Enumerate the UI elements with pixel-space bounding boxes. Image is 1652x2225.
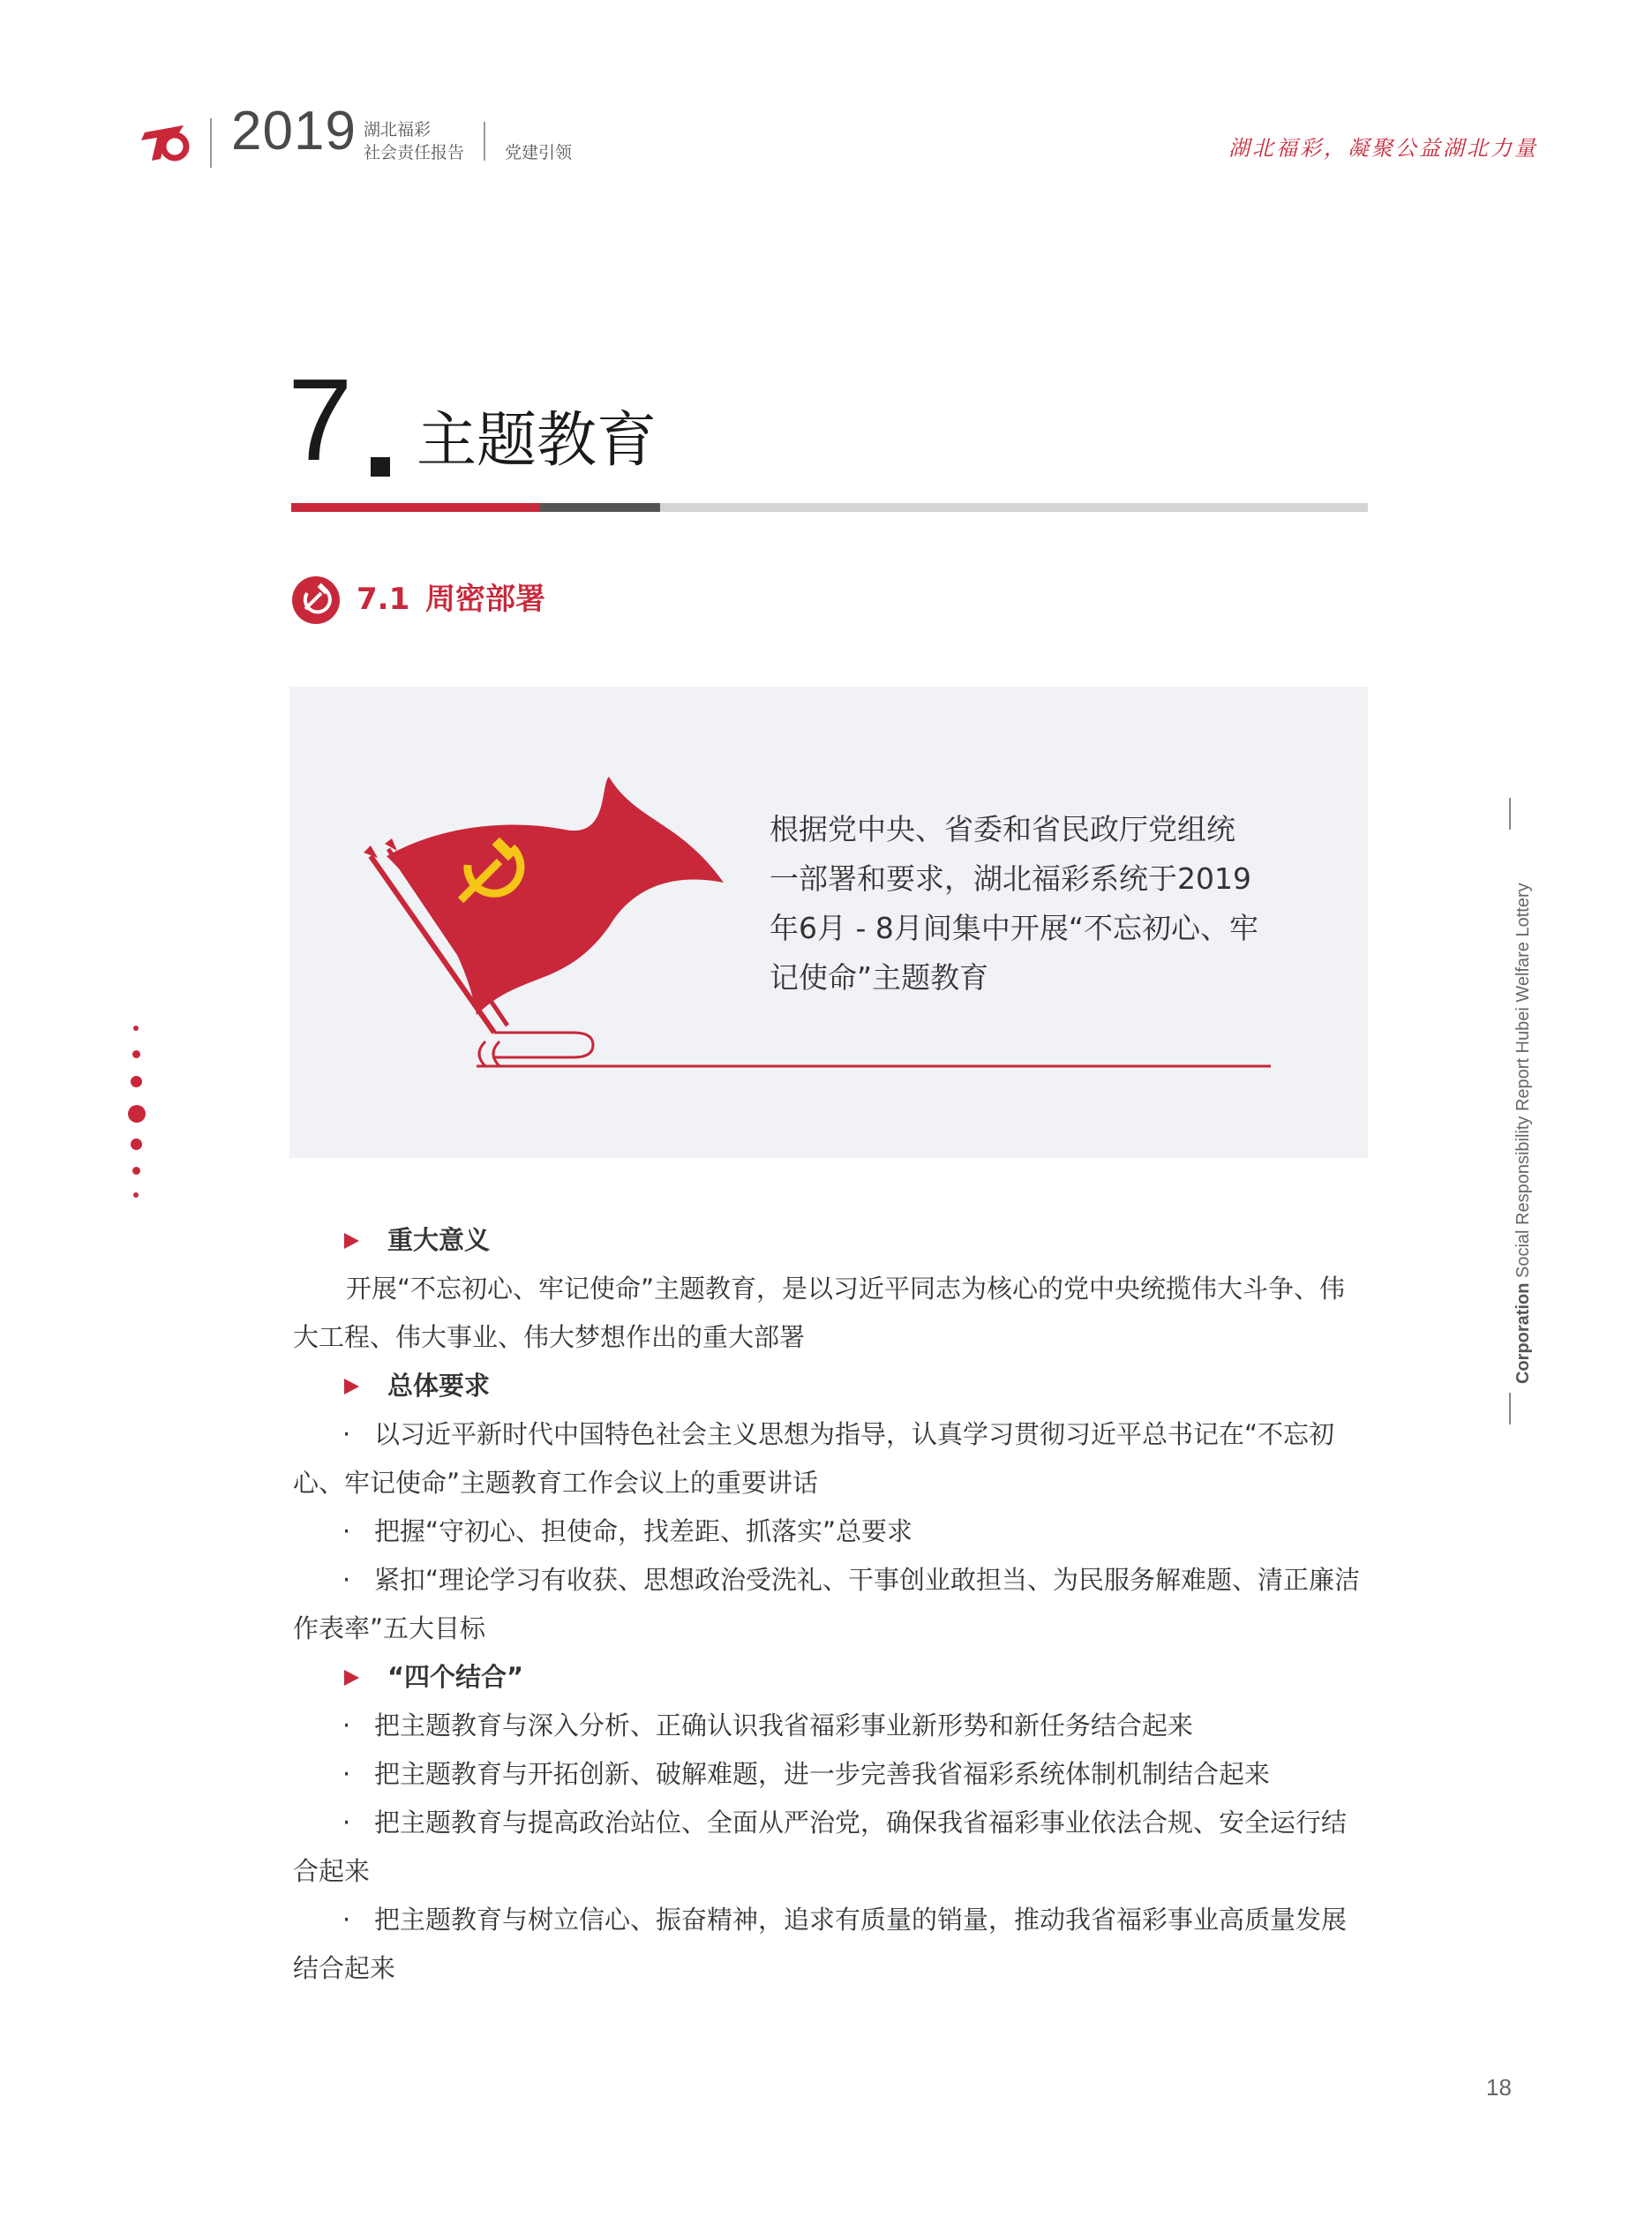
chapter-title: 主题教育	[417, 406, 657, 476]
chapter-number: 7	[288, 355, 353, 485]
bullet-dot-icon: ·	[342, 1759, 351, 1789]
report-name: 社会责任报告	[364, 143, 465, 162]
side-dot	[133, 1192, 139, 1198]
bullet-dot-icon: ·	[342, 1516, 351, 1546]
bullet-dot-icon: ·	[342, 1710, 351, 1740]
list-item	[293, 1410, 1370, 1507]
side-rule	[1509, 798, 1511, 830]
list-item	[293, 1507, 1370, 1556]
section-number: 7.1	[357, 582, 410, 617]
triangle-bullet-icon	[344, 1233, 359, 1249]
org-name: 湖北福彩	[364, 120, 432, 139]
list-item-text: 把主题教育与树立信心、振奋精神，追求有质量的销量，推动我省福彩事业高质量发展结合起来	[293, 1905, 1348, 1983]
list-item	[293, 1556, 1370, 1653]
title-rule-dark	[540, 503, 660, 512]
list-item-text: 以习近平新时代中国特色社会主义思想为指导，认真学习贯彻习近平总书记在“不忘初心、牢记使命”主题教育工作会议上的重要讲话	[293, 1419, 1335, 1498]
subheading-requirements	[293, 1362, 1370, 1410]
list-item	[293, 1702, 1370, 1750]
summary-text: 根据党中央、省委和省民政厅党组统一部署和要求，湖北福彩系统于2019年6月 - 8月间集中开展“不忘初心、牢记使命”主题教育	[770, 812, 1258, 995]
title-rule-red	[291, 503, 540, 512]
side-dot	[131, 1076, 142, 1087]
welfare-lottery-logo-icon	[139, 117, 191, 168]
side-label-bold: Corporation	[1513, 1282, 1533, 1384]
list-item-text: 把主题教育与提高政治站位、全面从严治党，确保我省福彩事业依法合规、安全运行结合起来	[293, 1808, 1348, 1886]
subheading-four-combinations	[293, 1653, 1370, 1702]
side-label	[1514, 883, 1532, 1384]
subheading-significance	[293, 1216, 1370, 1265]
party-emblem-icon	[291, 575, 341, 625]
report-year: 2019	[231, 101, 357, 162]
subheading-text: 重大意义	[387, 1225, 491, 1255]
list-item-text: 把主题教育与开拓创新、破解难题，进一步完善我省福彩系统体制机制结合起来	[374, 1759, 1271, 1789]
side-dot	[132, 1167, 140, 1175]
paragraph: 开展“不忘初心、牢记使命”主题教育，是以习近平同志为核心的党中央统揽伟大斗争、伟大工程、伟大事业、伟大梦想作出的重大部署	[293, 1274, 1346, 1352]
page-number: 18	[1486, 2074, 1512, 2101]
chapter-dot	[371, 457, 390, 477]
side-dot	[132, 1050, 140, 1058]
list-item	[293, 1750, 1370, 1799]
bullet-dot-icon: ·	[342, 1565, 351, 1595]
list-item-text: 把主题教育与深入分析、正确认识我省福彩事业新形势和新任务结合起来	[374, 1710, 1194, 1740]
list-item	[293, 1799, 1370, 1896]
list-item-text: 紧扣“理论学习有收获、思想政治受洗礼、干事创业敢担当、为民服务解难题、清正廉洁作表率”五大目标	[293, 1565, 1361, 1643]
header-divider	[484, 122, 485, 161]
side-dot	[133, 1026, 139, 1031]
bullet-dot-icon: ·	[342, 1905, 351, 1935]
triangle-bullet-icon	[344, 1379, 359, 1394]
section-tag: 党建引领	[505, 143, 573, 162]
subheading-text: “四个结合”	[387, 1662, 524, 1692]
triangle-bullet-icon	[344, 1670, 359, 1686]
header-divider	[210, 118, 212, 168]
title-rule-gray	[660, 503, 1368, 512]
list-item	[293, 1896, 1370, 1993]
bullet-dot-icon: ·	[342, 1808, 351, 1838]
side-rule	[1509, 1393, 1511, 1424]
body-content	[293, 1216, 1370, 1993]
side-dot-active	[128, 1105, 146, 1123]
bullet-dot-icon: ·	[342, 1419, 351, 1449]
side-label-rest: Social Responsibility Report Hubei Welfare Lottery	[1513, 883, 1533, 1283]
section-title: 周密部署	[425, 582, 545, 617]
subheading-text: 总体要求	[387, 1371, 491, 1401]
side-dot	[131, 1139, 142, 1150]
list-item-text: 把握“守初心、担使命，找差距、抓落实”总要求	[374, 1516, 913, 1546]
slogan: 湖北福彩，凝聚公益湖北力量	[1228, 136, 1538, 161]
